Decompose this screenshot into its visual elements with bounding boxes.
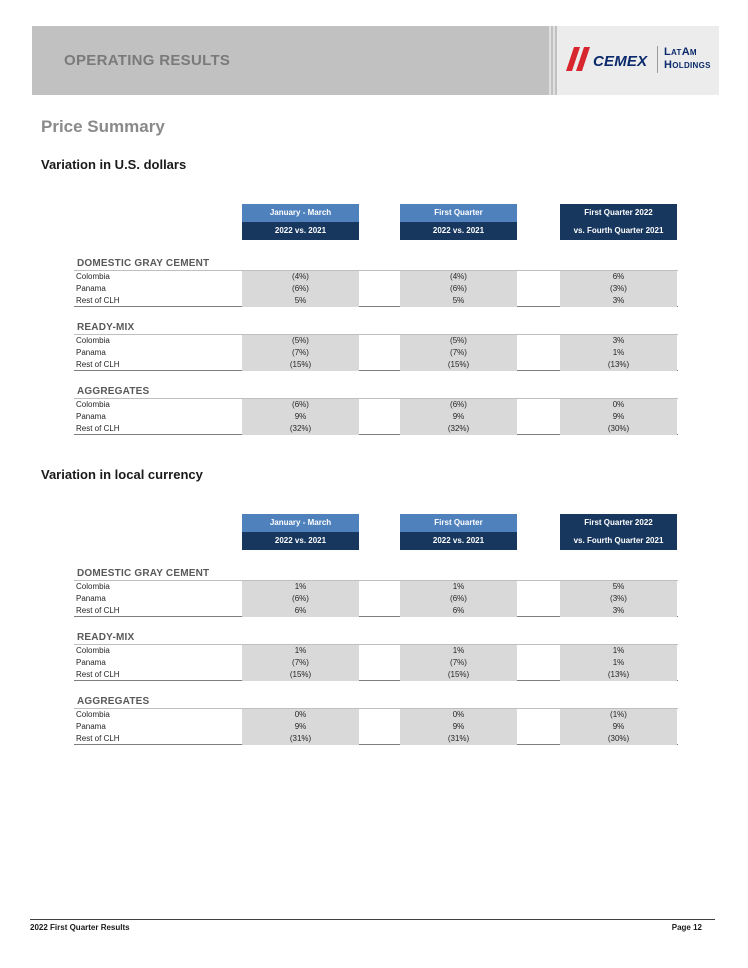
value-cell: 0%	[560, 399, 677, 411]
column-header-period: First Quarter	[400, 514, 517, 532]
row-label: Panama	[76, 594, 106, 603]
value-cell: (6%)	[400, 399, 517, 411]
value-cell: 1%	[560, 347, 677, 359]
group-label: READY-MIX	[77, 322, 135, 333]
column-header	[242, 204, 359, 240]
group-label: DOMESTIC GRAY CEMENT	[77, 258, 210, 269]
group-label: DOMESTIC GRAY CEMENT	[77, 568, 210, 579]
value-cell: 9%	[560, 411, 677, 423]
group-label: READY-MIX	[77, 632, 135, 643]
table-row	[74, 423, 678, 435]
logo-subtitle-line2: Holdings	[664, 59, 711, 71]
row-label: Colombia	[76, 646, 110, 655]
table-row	[74, 581, 678, 593]
value-cell: (32%)	[242, 423, 359, 435]
group-label: AGGREGATES	[77, 696, 150, 707]
value-cell: 9%	[400, 721, 517, 733]
column-header-period: First Quarter 2022	[560, 204, 677, 222]
value-cell: 1%	[242, 645, 359, 657]
column-header-comparison: vs. Fourth Quarter 2021	[560, 222, 677, 240]
value-cell: (6%)	[400, 283, 517, 295]
value-cell: 5%	[242, 295, 359, 307]
value-cell: (5%)	[242, 335, 359, 347]
value-cell: 6%	[560, 271, 677, 283]
value-cell: 0%	[400, 709, 517, 721]
value-cell: (31%)	[242, 733, 359, 745]
column-header-period: First Quarter 2022	[560, 514, 677, 532]
value-cell: (7%)	[242, 657, 359, 669]
value-cell: 1%	[560, 657, 677, 669]
row-label: Colombia	[76, 336, 110, 345]
column-header-period: January - March	[242, 204, 359, 222]
value-cell: (4%)	[400, 271, 517, 283]
page-title: Price Summary	[41, 117, 165, 136]
group-table	[74, 334, 678, 371]
row-label: Rest of CLH	[76, 296, 120, 305]
value-cell: 3%	[560, 605, 677, 617]
table-row	[74, 347, 678, 359]
value-cell: (1%)	[560, 709, 677, 721]
cemex-logo-icon	[566, 47, 596, 71]
value-cell: 3%	[560, 335, 677, 347]
group-table	[74, 270, 678, 307]
value-cell: (15%)	[242, 359, 359, 371]
group-table	[74, 580, 678, 617]
row-label: Panama	[76, 284, 106, 293]
logo-subtitle-line1: LatAm	[664, 46, 697, 58]
table-row	[74, 605, 678, 617]
value-cell: (3%)	[560, 593, 677, 605]
value-cell: (15%)	[242, 669, 359, 681]
value-cell: 0%	[242, 709, 359, 721]
column-header	[560, 204, 677, 240]
column-header	[560, 514, 677, 550]
value-cell: (7%)	[400, 657, 517, 669]
header-separator	[549, 26, 555, 95]
value-cell: 3%	[560, 295, 677, 307]
value-cell: 5%	[560, 581, 677, 593]
row-label: Colombia	[76, 400, 110, 409]
logo-divider	[657, 46, 658, 73]
row-label: Colombia	[76, 272, 110, 281]
header-title: OPERATING RESULTS	[64, 52, 231, 69]
row-label: Rest of CLH	[76, 360, 120, 369]
value-cell: 1%	[560, 645, 677, 657]
value-cell: (15%)	[400, 669, 517, 681]
value-cell: (7%)	[242, 347, 359, 359]
table-row	[74, 283, 678, 295]
row-label: Rest of CLH	[76, 670, 120, 679]
column-header	[400, 514, 517, 550]
row-label: Rest of CLH	[76, 734, 120, 743]
table-row	[74, 411, 678, 423]
value-cell: 9%	[242, 411, 359, 423]
value-cell: 5%	[400, 295, 517, 307]
value-cell: 1%	[400, 581, 517, 593]
column-header-comparison: 2022 vs. 2021	[400, 532, 517, 550]
value-cell: 9%	[560, 721, 677, 733]
value-cell: (13%)	[560, 359, 677, 371]
row-label: Rest of CLH	[76, 606, 120, 615]
value-cell: 6%	[400, 605, 517, 617]
value-cell: 6%	[242, 605, 359, 617]
group-label: AGGREGATES	[77, 386, 150, 397]
group-table	[74, 644, 678, 681]
group-table	[74, 708, 678, 745]
table-row	[74, 335, 678, 347]
value-cell: (30%)	[560, 733, 677, 745]
row-label: Panama	[76, 348, 106, 357]
logo-brand-text: CEMEX	[593, 53, 648, 70]
group-table	[74, 398, 678, 435]
column-header-period: First Quarter	[400, 204, 517, 222]
value-cell: (7%)	[400, 347, 517, 359]
table-row	[74, 645, 678, 657]
section-title: Variation in local currency	[41, 467, 203, 482]
value-cell: (6%)	[242, 283, 359, 295]
row-label: Colombia	[76, 582, 110, 591]
value-cell: (13%)	[560, 669, 677, 681]
row-label: Panama	[76, 658, 106, 667]
table-row	[74, 657, 678, 669]
table-row	[74, 359, 678, 371]
footer-page-number: Page 12	[671, 923, 702, 932]
value-cell: (3%)	[560, 283, 677, 295]
column-header	[400, 204, 517, 240]
footer-divider	[30, 919, 715, 920]
row-label: Panama	[76, 412, 106, 421]
footer-report-name: 2022 First Quarter Results	[30, 923, 130, 932]
value-cell: 9%	[242, 721, 359, 733]
value-cell: (15%)	[400, 359, 517, 371]
column-header	[242, 514, 359, 550]
value-cell: (32%)	[400, 423, 517, 435]
value-cell: (4%)	[242, 271, 359, 283]
value-cell: 9%	[400, 411, 517, 423]
value-cell: 1%	[400, 645, 517, 657]
row-label: Colombia	[76, 710, 110, 719]
column-header-comparison: 2022 vs. 2021	[242, 222, 359, 240]
column-header-period: January - March	[242, 514, 359, 532]
column-header-comparison: 2022 vs. 2021	[400, 222, 517, 240]
table-row	[74, 399, 678, 411]
value-cell: (30%)	[560, 423, 677, 435]
row-label: Rest of CLH	[76, 424, 120, 433]
column-header-comparison: 2022 vs. 2021	[242, 532, 359, 550]
logo-subtitle	[664, 46, 711, 72]
value-cell: (6%)	[242, 593, 359, 605]
table-row	[74, 593, 678, 605]
value-cell: (6%)	[400, 593, 517, 605]
value-cell: (5%)	[400, 335, 517, 347]
column-header-comparison: vs. Fourth Quarter 2021	[560, 532, 677, 550]
value-cell: (31%)	[400, 733, 517, 745]
row-label: Panama	[76, 722, 106, 731]
value-cell: (6%)	[242, 399, 359, 411]
table-row	[74, 669, 678, 681]
table-row	[74, 709, 678, 721]
table-row	[74, 721, 678, 733]
value-cell: 1%	[242, 581, 359, 593]
table-row	[74, 733, 678, 745]
section-title: Variation in U.S. dollars	[41, 157, 187, 172]
table-row	[74, 295, 678, 307]
table-row	[74, 271, 678, 283]
